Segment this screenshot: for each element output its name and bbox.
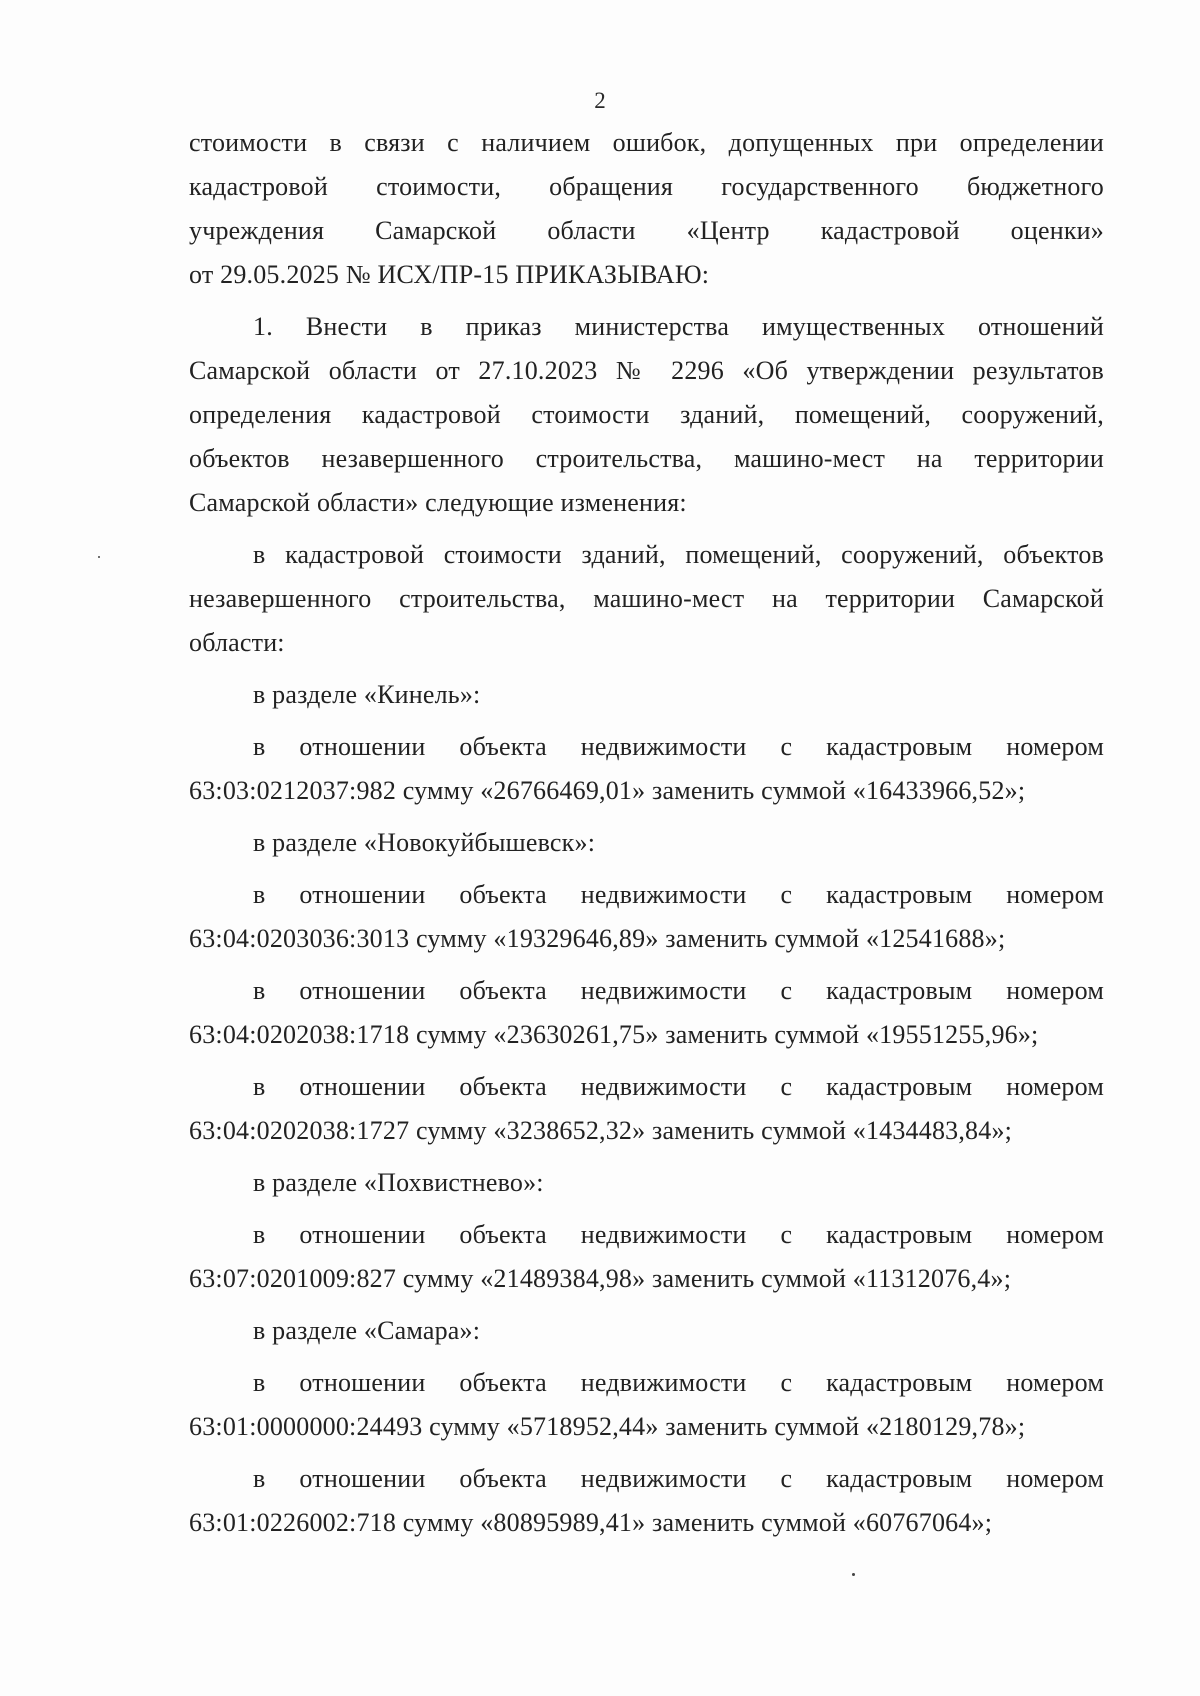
text-line: 63:03:0212037:982 сумму «26766469,01» заменить суммой «16433966,52»; xyxy=(189,776,1026,805)
text-line: в разделе «Новокуйбышевск»: xyxy=(253,828,596,857)
cadastral-entry xyxy=(189,1361,1104,1449)
page-number: 2 xyxy=(594,88,606,113)
paragraph-item-1 xyxy=(189,305,1104,525)
text-line: кадастровой стоимости, обращения государственного бюджетного xyxy=(189,172,1104,201)
text-line: от 29.05.2025 № ИСХ/ПР-15 ПРИКАЗЫВАЮ: xyxy=(189,260,710,289)
section-heading-kinel xyxy=(189,673,1104,717)
text-line: 63:04:0203036:3013 сумму «19329646,89» заменить суммой «12541688»; xyxy=(189,924,1006,953)
text-line: в отношении объекта недвижимости с кадастровым номером xyxy=(253,1220,1104,1249)
text-line: в отношении объекта недвижимости с кадастровым номером xyxy=(253,1464,1104,1493)
text-line: незавершенного строительства, машино-мест на территории Самарской xyxy=(189,584,1104,613)
text-line: в отношении объекта недвижимости с кадастровым номером xyxy=(253,1072,1104,1101)
text-line: в разделе «Похвистнево»: xyxy=(253,1168,544,1197)
text-line: в кадастровой стоимости зданий, помещений, сооружений, объектов xyxy=(253,540,1104,569)
text-line: в отношении объекта недвижимости с кадастровым номером xyxy=(253,880,1104,909)
text-line: 63:04:0202038:1727 сумму «3238652,32» заменить суммой «1434483,84»; xyxy=(189,1116,1013,1145)
section-heading-pokhvistnevo xyxy=(189,1161,1104,1205)
cadastral-entry xyxy=(189,1065,1104,1153)
text-line: в отношении объекта недвижимости с кадастровым номером xyxy=(253,1368,1104,1397)
text-line: Самарской области» следующие изменения: xyxy=(189,488,687,517)
section-heading-novokuibyshevsk xyxy=(189,821,1104,865)
text-line: определения кадастровой стоимости зданий, помещений, сооружений, xyxy=(189,400,1104,429)
scan-speck xyxy=(852,1573,855,1576)
cadastral-entry xyxy=(189,1213,1104,1301)
text-line: 63:04:0202038:1718 сумму «23630261,75» заменить суммой «19551255,96»; xyxy=(189,1020,1039,1049)
paragraph xyxy=(189,533,1104,665)
text-line: в разделе «Самара»: xyxy=(253,1316,481,1345)
text-line: стоимости в связи с наличием ошибок, допущенных при определении xyxy=(189,128,1104,157)
text-line: 1. Внести в приказ министерства имущественных отношений xyxy=(253,312,1104,341)
cadastral-entry xyxy=(189,725,1104,813)
text-line: 63:07:0201009:827 сумму «21489384,98» заменить суммой «11312076,4»; xyxy=(189,1264,1012,1293)
scan-speck xyxy=(98,556,100,558)
text-line: в разделе «Кинель»: xyxy=(253,680,481,709)
cadastral-entry xyxy=(189,1457,1104,1545)
text-line: в отношении объекта недвижимости с кадастровым номером xyxy=(253,732,1104,761)
document-body xyxy=(189,121,1104,1545)
cadastral-entry xyxy=(189,969,1104,1057)
text-line: области: xyxy=(189,628,285,657)
paragraph xyxy=(189,121,1104,297)
cadastral-entry xyxy=(189,873,1104,961)
text-line: 63:01:0000000:24493 сумму «5718952,44» заменить суммой «2180129,78»; xyxy=(189,1412,1026,1441)
text-line: объектов незавершенного строительства, машино-мест на территории xyxy=(189,444,1104,473)
text-line: 63:01:0226002:718 сумму «80895989,41» заменить суммой «60767064»; xyxy=(189,1508,993,1537)
text-line: Самарской области от 27.10.2023 № 2296 «Об утверждении результатов xyxy=(189,356,1104,385)
text-line: учреждения Самарской области «Центр кадастровой оценки» xyxy=(189,216,1104,245)
text-line: в отношении объекта недвижимости с кадастровым номером xyxy=(253,976,1104,1005)
section-heading-samara xyxy=(189,1309,1104,1353)
